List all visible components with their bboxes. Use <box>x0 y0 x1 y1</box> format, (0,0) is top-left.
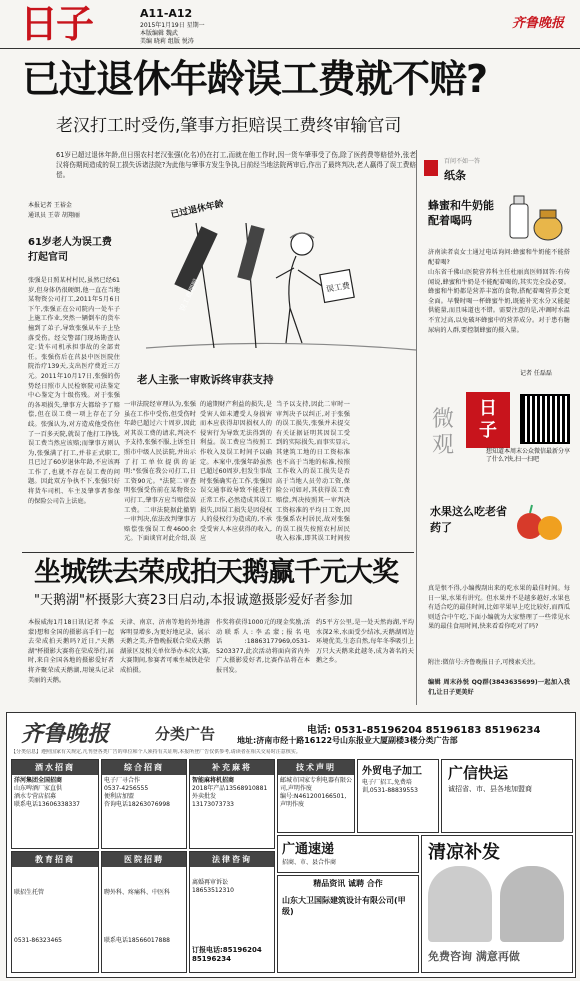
ad-portrait-1 <box>428 866 492 942</box>
ad-architecture-title: 山东大卫国际建筑设计有限公司(甲级) <box>282 896 406 916</box>
ad-electronics-sub: 电子厂招工,免费培训,0531-88839553 <box>362 779 418 794</box>
ad-box-education <box>11 851 99 973</box>
sidebar-column-header <box>424 158 570 182</box>
ad-cooling-sub: 免费咨询 满意再做 <box>428 950 520 963</box>
lead-intro: 61岁已超过退休年龄,但日照农村老汉张强(化名)仍在打工,而就在他工作时,因一货车肇事受了伤,除了医药费等赔偿外,张老汉将伤期间造成的误工损失诉诸法院?为此他与肇事方发生争执,日前经当地法院两审后,作出了最终判决,老人赢得了误工费赔偿。 <box>56 151 416 179</box>
ad-category-notice: 技术声明 <box>278 760 354 775</box>
section-logo: 日子 <box>20 1 93 46</box>
ad-mahjong-items <box>190 775 274 811</box>
sidebar-answer-text: 山东省千佛山医院营养科主任杜丽真医师回答:有传闻说,蜂蜜和牛奶是不能配着喝的,其实完全没必要。蜂蜜和牛奶都是营养丰富的食物,搭配着喝营养会更全面。早餐时喝一杯蜂蜜牛奶,既能补充水分又能提供能量,而且味道也不错。需要注意的是,冲调时水温不宜过高,以免破坏蜂蜜中的营养成分。对于患有糖尿病的人群,要控制蜂蜜的摄入量。 <box>428 269 570 334</box>
second-body-col-2: 天津、南京、济南等地的外地游客明显增多,为更好地记录、展示天鹅之美,齐鲁晚报联合荣成天鹅湖景区及相关单位举办本次大赛,大赛期间,参赛者可乘坐城铁赴荣成拍摄。 <box>120 619 210 674</box>
ad-item: 聘外科、疼痛科、中医科 <box>104 889 171 896</box>
wechat-promo[interactable] <box>424 388 570 480</box>
ad-box-cooling-hair <box>421 835 573 973</box>
second-story-divider <box>22 552 414 553</box>
classifieds-brand: 齐鲁晚报 <box>21 721 110 747</box>
ad-legal-items <box>190 867 274 897</box>
ad-category-education: 教育招商 <box>12 852 98 867</box>
ad-item: 邮城市国家专利电器有限公司,声明作废 <box>280 777 353 792</box>
order-phone: 订报电话:85196204 85196234 <box>192 946 262 963</box>
classifieds-brand-sub: 分类广告 <box>155 725 216 743</box>
ad-box-electronics <box>357 759 439 833</box>
second-body-col-1: 本报威海1月18日讯(记者 李孟蒙)想和全国的摄影高手们一起去荣成拍天鹅吗?近日,"天鹅湖"杯摄影大赛将在荣成举行,届时,来自全国各地的摄影爱好者将齐聚荣成天鹅湖,用镜头记录美丽的天鹅。 <box>28 619 114 684</box>
designer-credit: 美编 晓莉 组版 悦涛 <box>140 38 194 45</box>
issue-date: 2015年1月19日 星期一 <box>140 22 205 29</box>
lead-headline: 已过退休年龄误工费就不赔? <box>22 57 488 101</box>
ad-item: 0531-86323465 <box>14 937 62 944</box>
fruit-title: 水果这么吃老省药了 <box>430 505 507 534</box>
ad-logistics-sub: 诚招省、市、县各地加盟商 <box>448 785 532 793</box>
ad-box-express <box>277 835 419 873</box>
lead-section-head: 61岁老人为误工费打起官司 <box>28 237 112 263</box>
note-icon <box>424 160 438 176</box>
promo-title-wei: 微 <box>432 407 455 432</box>
ad-box-logistics <box>441 759 573 833</box>
ad-box-liquor <box>11 759 99 849</box>
second-subhead: "天鹅湖"杯摄影大赛23日启动,本报诚邀摄影爱好者参加 <box>34 593 353 608</box>
ad-item: 2018年产品13568910881 <box>192 785 268 792</box>
ad-item: 便利店加盟 <box>104 793 135 800</box>
ad-express-sub: 招商、市、县合作商 <box>282 859 337 866</box>
byline-reporter: 本报记者 王裕金 <box>28 202 72 209</box>
promo-title-guan: 观 <box>432 433 455 458</box>
ad-item: 智能麻将机招商 <box>192 777 235 784</box>
ad-category-liquor: 酒水招商 <box>12 760 98 775</box>
ad-education-items <box>12 867 98 947</box>
cartoon-illustration <box>126 198 424 366</box>
promo-brand: 日子 <box>479 398 497 441</box>
sidebar-question-text: 济南读者袁女士通过电话询问:蜂蜜和牛奶能不能搭配着喝? <box>428 249 570 266</box>
milk-honey-illustration <box>502 188 570 244</box>
ad-category-general: 综合招商 <box>102 760 186 775</box>
fruit-note: 附注:微信号:齐鲁晚报日子,可搜索关注。 <box>428 659 540 666</box>
paper-logo: 齐鲁晚报 <box>512 16 565 31</box>
ad-item: 联系电话13606338337 <box>14 801 80 808</box>
ad-item: 酒水专营店招募 <box>14 793 57 800</box>
second-body-col-3: 作奖将获得1000元的现金奖励,活动联系人:李孟蒙;报名电话:18863177969,0531-5203377,此次活动将面向省内外广大摄影爱好者,比赛作品将在本报刊发。 <box>216 619 310 674</box>
second-body-col-4: 约5平方公里,是一处天然海湖,平均水深2米,水面受少结冰,天鹅湖周边环境优美,生态自然,每年冬季吸引上万只大天鹅来此越冬,成为著名的天鹅之乡。 <box>316 619 414 665</box>
cartoon-sign-retirement: 已过退休年龄 <box>169 199 225 221</box>
header-divider <box>0 48 580 49</box>
ad-box-architecture <box>277 875 419 973</box>
ad-express-title: 广通速递 <box>282 842 335 857</box>
ad-item: 联系电话18566017888 <box>104 937 170 944</box>
ad-box-general <box>101 759 187 849</box>
editor-credit: 本版编辑 魏武 <box>140 30 178 37</box>
ad-category-hospital: 医院招聘 <box>102 852 186 867</box>
column-name: 纸条 <box>444 169 466 182</box>
sidebar-divider <box>416 150 417 705</box>
page-range: A11-A12 <box>140 7 193 20</box>
ad-box-notice <box>277 759 355 833</box>
ad-item: 联招生托管 <box>14 889 45 896</box>
ad-cooling-title: 清凉补发 <box>428 842 500 863</box>
cartoon-sign-claim: 误工费理赔 <box>178 277 201 313</box>
ad-item: 0537-4256555 <box>104 785 149 792</box>
ad-liquor-items <box>12 775 98 811</box>
fruit-reporter: 编辑 周末孙悦 QQ群(3843635699)一起加入我们,让日子更美好 <box>428 679 570 696</box>
promo-follow-text: 想知道本周末公众微信最新分享了什么?快,扫一扫吧 <box>486 448 571 463</box>
cartoon-drawing <box>126 198 424 366</box>
ad-item: 洋河集团全国招商 <box>14 777 63 784</box>
cartoon-sign-lost-wages: 误工费 <box>325 280 351 295</box>
lead-body-col-2: 一审法院经审理认为,张强虽在工作中受伤,但受伤时年龄已超过六十周岁,因此对其误工费的请求,判决不予支持,张强不服,上诉至日照市中级人民法院,并出示了打工单位提供的证明:"张强在我公司打工,日工资90元。"法院二审查明张强受伤前在某物资公司打工,肇事方应当赔偿误工费。二审法院据此撤销一审判决,依法改判肇事方赔偿张强误工费4600余元。下面谈官对此介绍,误 <box>124 401 196 542</box>
ad-general-items <box>102 775 186 811</box>
classifieds-section <box>6 712 576 978</box>
sidebar-question-title: 蜂蜜和牛奶能配着喝吗 <box>428 199 494 227</box>
ad-notice-items <box>278 775 354 811</box>
byline-correspondent: 通讯员 王蒂 胡翔丽 <box>28 212 80 219</box>
ad-item: 编号:N461200166501,声明作废 <box>280 793 347 808</box>
qr-code[interactable] <box>520 394 570 444</box>
ad-electronics-title: 外贸电子加工 <box>362 766 422 777</box>
ad-category-mahjong: 补充麻将 <box>190 760 274 775</box>
lead-body-col-1: 张强是日照某村村民,虽然已经61岁,但身体仍很硬朗,他一直在当地某物资公司打工,2011年5月6日下午,张强正在公司院内一处车子上施工作业,突然一辆倒车的货车撞到了弟子,导致张强从车子上坠落受伤。经交警部门现场勘查认定:货车司机承担事故的全部责任。张强伤后在莒县中医医院住院治疗139天,支出医疗费近三万元。2011年10月17日,张强的伤势经日照市人民检察院司法鉴定中心鉴定为十级伤残。对于张强的各项损失,肇事方大都给予了赔偿,但在误工费一项上存在了分歧。张强认为,对方造成他受伤住了一百多天院,就误了他打工挣钱,误工费当然应该赔;而肇事方则认为,张强满了打工,并非正式职工,且已过了60岁退休年龄,不应该再工作了,也就不存在误工费的问题。因此双方争执不下,张强只好将货车司机、车主及肇事者参保的保险公司告上法庭。 <box>28 277 120 505</box>
fruit-body: 真是恨不得,小编搜刮出来的吃水果的最佳时间。每日一果,水果有讲究。但水果并不是越多越好,水果也有适合吃的最佳时间,比如苹果早上吃比较好,而西瓜则适合中午吃,下面小编就为大家整理了一些常见水果的最佳食用时间,快来看看你吃对了吗? <box>428 585 570 631</box>
ad-box-mahjong <box>189 759 275 849</box>
milk-bottle-icon <box>502 188 570 244</box>
ad-item: 电子厂寻合作 <box>104 777 141 784</box>
fruit-icon <box>512 500 568 544</box>
ad-category-legal: 法律咨询 <box>190 852 274 867</box>
ad-box-hospital <box>101 851 187 973</box>
classifieds-phones: 电话: 0531-85196204 85196183 85196234 <box>307 725 541 736</box>
image-caption: 老人主张一审败诉终审获支持 <box>137 374 274 386</box>
ad-hospital-items <box>102 867 186 947</box>
masthead <box>0 0 580 46</box>
classifieds-address: 地址:济南市经十路16122号山东报业大厦副楼3楼分类广告部 <box>237 736 458 745</box>
ad-item: 18653512310 <box>192 887 234 894</box>
ad-item: 13173073733 <box>192 801 234 808</box>
ad-item: 咨询电话18263076998 <box>104 801 170 808</box>
ad-item: 山东啤酒厂家直供 <box>14 785 63 792</box>
ad-box-legal <box>189 851 275 973</box>
lead-body-col-4: 当予以支持,因此二审时一审判决予以纠正,对于张强的误工损失,张强并未提交有关证据证明其因误工受到的实际损失,而事实显示,其建筑工地的日工资标准也不高于当地的标准,按照工作收入的误工损失是否高于当地人员劳动工资,保险公司如对,其获得误工费赔偿,判决按照其一审判决工资标准的平均日工资,因张强系农村居民,故对张强的误工损失按照农村居民收入标准,即其误工时间按 <box>276 401 350 542</box>
lead-body-col-3: 的逾期财产利益的损失,是受害人如未遭受人身损害而本应获得却因损权人的侵害行为导致无法得到的利益。误工费应当按照工作收入及误工时间予以确定。本案中,张强年龄虽然已超过60周岁,但发生事故时张强确实在工作,张强因误交通事故导致不能进行正常工作,必然造成其误工损失,因误工损失是因侵权人的侵权行为造成的,不承受受害人本应获得的收入,应 <box>200 401 272 542</box>
classifieds-notice: 【分类信息】遵照国家有关规定,凡刊登各类广告的单位和个人须持有关证明,本报所登广告仅供参考,请读者在相关交易时注意核实。 <box>11 749 301 755</box>
fruit-illustration <box>512 500 568 544</box>
lead-subhead: 老汉打工时受伤,肇事方拒赔误工费终审输官司 <box>56 116 402 136</box>
ad-portrait-2 <box>500 866 564 942</box>
ad-item: 离婚再审诉讼 <box>192 879 229 886</box>
sidebar-reporter: 记者 任磊磊 <box>520 370 552 377</box>
ad-architecture-sub: 精品资讯 诚聘 合作 <box>313 879 383 888</box>
ad-item: 外卖批发 <box>192 793 217 800</box>
column-tagline: 百问不如一答 <box>444 158 481 165</box>
ad-logistics-title: 广信快运 <box>448 764 509 782</box>
second-headline: 坐城铁去荣成拍天鹅赢千元大奖 <box>34 557 398 588</box>
